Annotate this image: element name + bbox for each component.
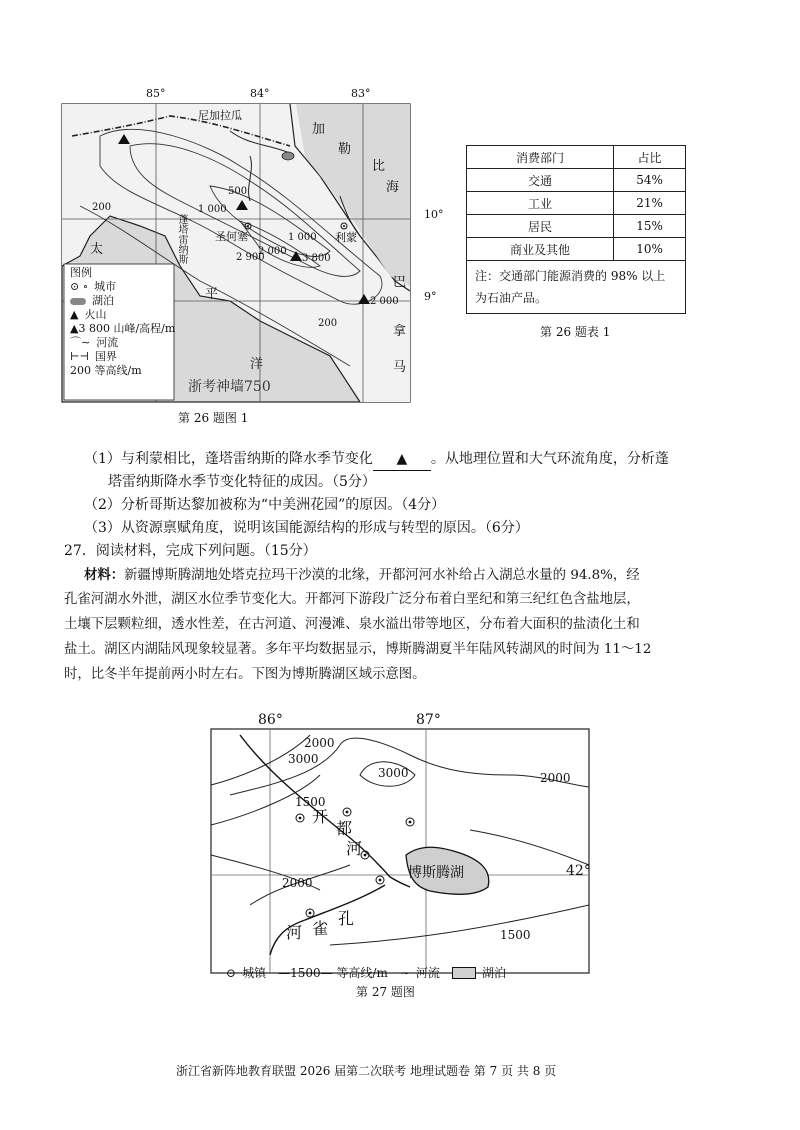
city-icon: ⊙ ∘ <box>70 280 89 293</box>
river-kongque-1: 河 <box>286 923 303 942</box>
watermark: 浙考神墙750 <box>188 379 271 395</box>
material-line-5: 时，比冬半年提前两小时左右。下图为博斯腾湖区域示意图。 <box>64 667 426 682</box>
legend-title: 图例 <box>70 266 92 279</box>
table-cell: 交通 <box>467 169 614 192</box>
material-line-3: 土壤下层颗粒细，透水性差，在古河道、河漫滩、泉水溢出带等地区，分布着大面积的盐渍化土和 <box>64 617 640 632</box>
label-pacific-2: 平 <box>205 287 219 302</box>
peak-3800: 3 800 <box>302 253 331 264</box>
lat-9: 9° <box>424 290 437 303</box>
lat-10: 10° <box>424 208 444 221</box>
table-header-cell: 占比 <box>614 146 686 169</box>
map2-caption: 第 27 题图 <box>356 985 415 999</box>
answer-blank[interactable]: ▲ <box>373 448 431 471</box>
town-icon: ⊙ <box>226 965 237 980</box>
lake-icon <box>70 298 86 305</box>
table-cell: 居民 <box>467 215 614 238</box>
page-footer: 浙江省新阵地教育联盟 2026 届第二次联考 地理试题卷 第 7 页 共 8 页 <box>176 1064 557 1078</box>
table1-caption: 第 26 题表 1 <box>540 325 611 339</box>
lon-87: 87° <box>416 712 441 728</box>
table-cell: 工业 <box>467 192 614 215</box>
label-panama-2: 拿 <box>393 324 407 339</box>
legend-contour: 200 等高线/m <box>70 364 142 377</box>
bosten-lake-map <box>210 715 590 1005</box>
label-carib-3: 比 <box>372 159 386 174</box>
table-cell: 商业及其他 <box>467 238 614 261</box>
lat-42: 42° <box>566 863 591 879</box>
contour-200a: 200 <box>92 202 112 213</box>
contour-1500-b: 1500 <box>500 928 531 942</box>
table-row <box>467 261 686 314</box>
table-header-cell: 消费部门 <box>467 146 614 169</box>
table-header-row <box>467 146 686 169</box>
lon-83: 83° <box>351 87 371 100</box>
river-icon: ∼ <box>399 965 410 980</box>
contour-1000b: 1 000 <box>288 232 317 243</box>
material-paragraph: 材料：新疆博斯腾湖地处塔克拉玛干沙漠的北缘，开都河河水补给占入湖总水量的 94.8%，经 <box>84 567 640 583</box>
label-carib-4: 海 <box>386 180 400 195</box>
label-san-jose: 圣何塞 <box>215 230 248 243</box>
table-cell: 21% <box>614 192 686 215</box>
contour-3000-a: 3000 <box>288 752 319 766</box>
lon-84: 84° <box>250 87 270 100</box>
label-carib-1: 加 <box>312 122 326 137</box>
contour-2000-a: 2000 <box>304 736 335 750</box>
legend-river: ⌒∼ 河流 <box>70 336 119 349</box>
material-line-2: 孔雀河湖水外泄，湖区水位季节变化大。开都河下游段广泛分布着白垩纪和第三纪红色含盐地层， <box>64 592 640 607</box>
legend-city: ⊙ ∘ 城市 <box>70 280 117 293</box>
contour-2000-b: 2000 <box>540 771 571 785</box>
table-cell: 15% <box>614 215 686 238</box>
river-icon: ⌒∼ <box>70 336 91 349</box>
question-26-1: （1）与利蒙相比，蓬塔雷纳斯的降水季节变化 ▲ 。从地理位置和大气环流角度，分析蓬 <box>84 448 669 471</box>
river-kaidu-2: 都 <box>336 819 353 838</box>
contour-200b: 200 <box>318 318 338 329</box>
table-note: 注：交通部门能源消费的 98% 以上为石油产品。 <box>467 261 686 314</box>
volcano-icon: ▲ <box>70 308 79 321</box>
border-icon: ⊢⊣ <box>70 350 89 363</box>
contour-2000-c: 2000 <box>282 876 313 890</box>
contour-1000a: 1 000 <box>198 204 227 215</box>
label-pacific-1: 太 <box>90 242 104 257</box>
table-row <box>467 238 686 261</box>
label-panama-3: 马 <box>393 360 407 375</box>
question-26-1-line2: 塔雷纳斯降水季节变化特征的成因。（5分） <box>108 474 376 490</box>
peak-2900: 2 900 <box>236 252 265 263</box>
table-cell: 54% <box>614 169 686 192</box>
peak-icon: ▲ <box>70 322 79 335</box>
river-kongque-3: 孔 <box>338 909 355 928</box>
river-kaidu-1: 开 <box>312 807 329 826</box>
question-26-2: （2）分析哥斯达黎加被称为“中美洲花园”的原因。（4分） <box>84 497 446 513</box>
legend-volcano: ▲ 火山 <box>70 308 107 321</box>
question-27-title: 27．阅读材料，完成下列问题。（15分） <box>64 543 317 559</box>
label-carib-2: 勒 <box>338 142 352 157</box>
label-limon: 利蒙 <box>335 231 357 244</box>
river-kaidu-3: 河 <box>346 839 363 858</box>
map2-legend: ⊙ 城镇 —1500— 等高线/m ∼ 河流 湖泊 <box>226 965 506 980</box>
legend-peak: ▲3 800 山峰/高程/m <box>70 322 176 335</box>
contour-500: 500 <box>228 186 248 197</box>
river-kongque-2: 雀 <box>312 919 329 938</box>
contour-1500-a: 1500 <box>295 795 326 809</box>
lake-icon <box>452 967 476 979</box>
table-row <box>467 169 686 192</box>
label-puntarenas: 蓬塔雷纳斯 <box>176 214 187 264</box>
material-label: 材料： <box>84 567 125 583</box>
table-cell: 10% <box>614 238 686 261</box>
energy-consumption-table <box>466 145 686 314</box>
lon-85: 85° <box>146 87 166 100</box>
lon-86: 86° <box>258 712 283 728</box>
table-row <box>467 215 686 238</box>
table-row <box>467 192 686 215</box>
map1-legend <box>70 266 176 378</box>
material-line-4: 盐土。湖区内湖陆风现象较显著。多年平均数据显示，博斯腾湖夏半年陆风转湖风的时间为 11～12 <box>64 642 652 657</box>
label-panama-1: 巴 <box>393 275 407 290</box>
legend-border: ⊢⊣ 国界 <box>70 350 117 363</box>
contour-2000a: 2 000 <box>258 246 287 257</box>
contour-3000-b: 3000 <box>378 766 409 780</box>
label-nicaragua: 尼加拉瓜 <box>198 109 242 122</box>
lake-label: 博斯腾湖 <box>408 865 464 881</box>
label-pacific-3: 洋 <box>250 357 264 372</box>
contour-2000b: 2 000 <box>370 296 399 307</box>
map1-caption: 第 26 题图 1 <box>178 411 249 425</box>
question-26-3: （3）从资源禀赋角度，说明该国能源结构的形成与转型的原因。（6分） <box>84 520 529 536</box>
legend-lake: 湖泊 <box>70 294 176 308</box>
